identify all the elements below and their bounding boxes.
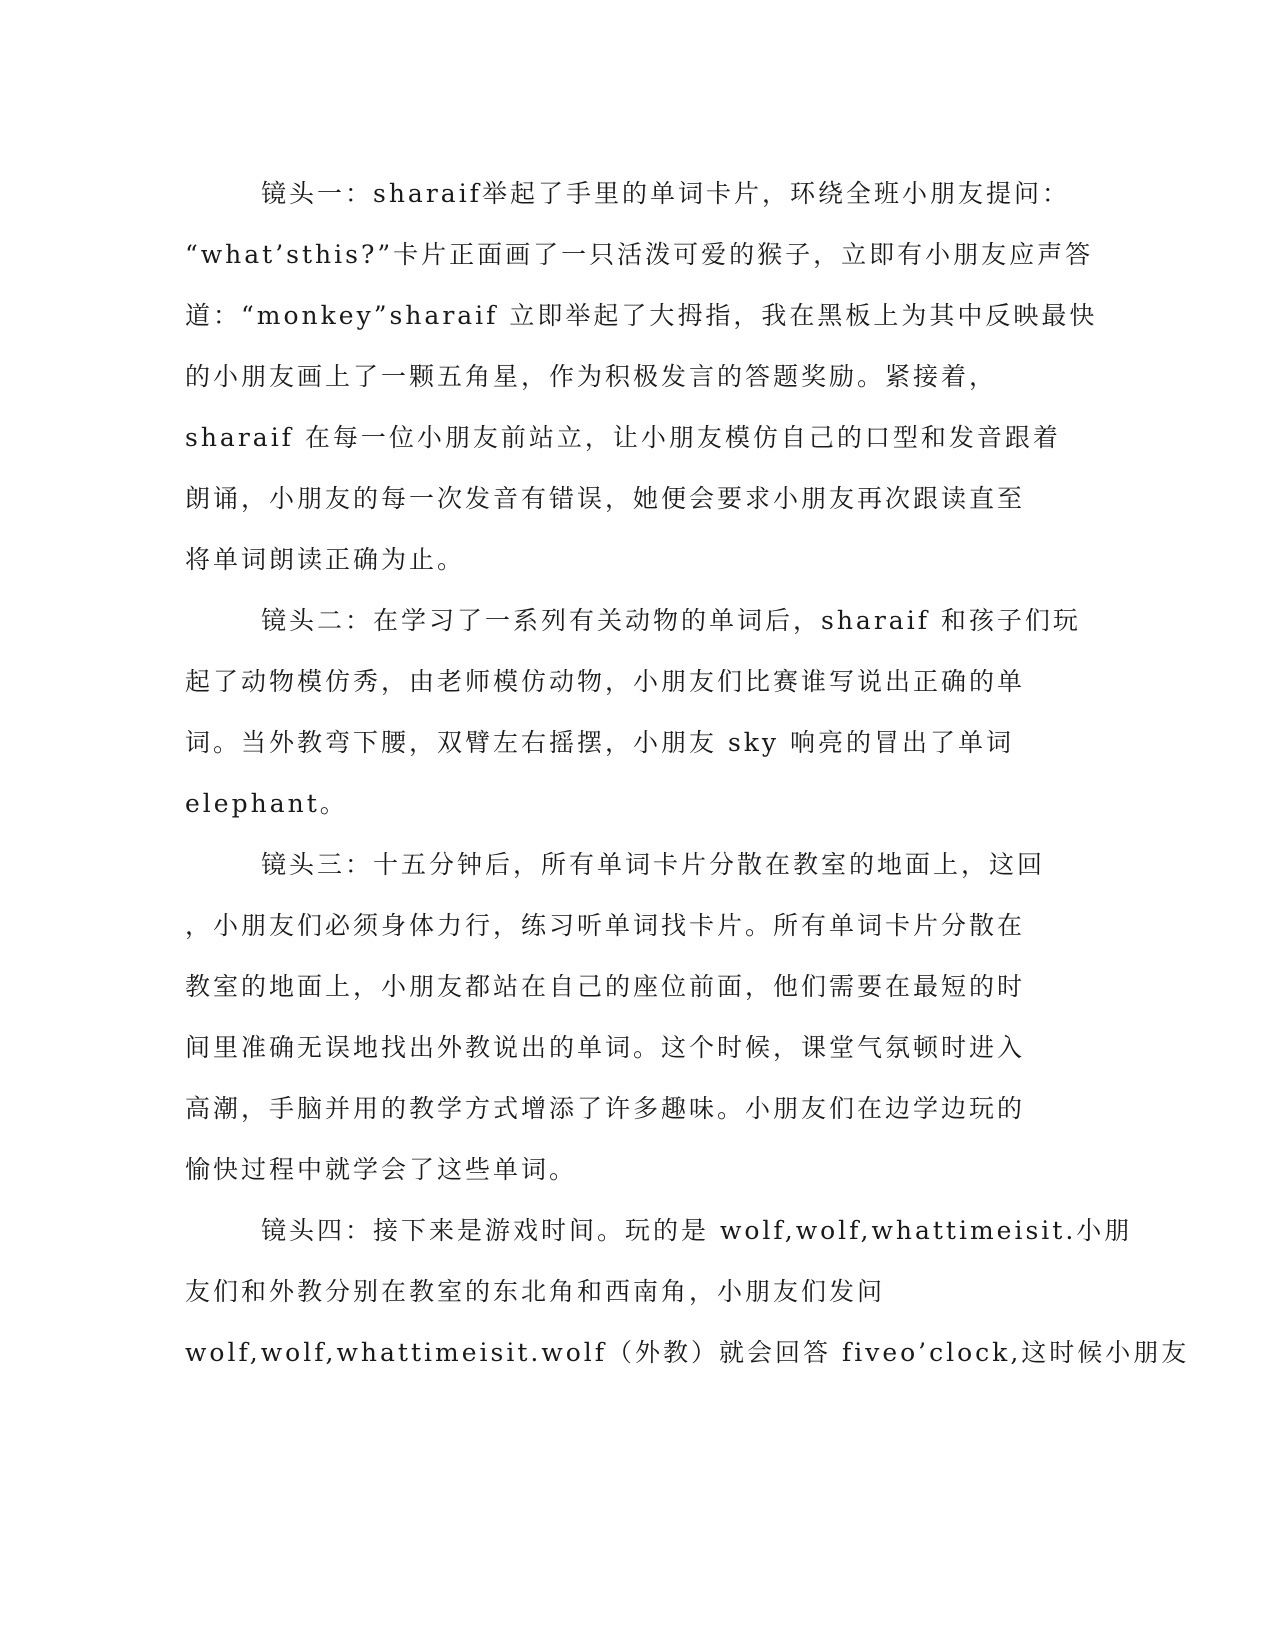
paragraph-1-line: 的小朋友画上了一颗五角星，作为积极发言的答题奖励。紧接着，	[185, 362, 998, 391]
paragraph-2-line: elephant。	[185, 789, 348, 818]
paragraph-1-line: “what’sthis?”卡片正面画了一只活泼可爱的猴子，立即有小朋友应声答	[185, 240, 1094, 269]
paragraph-1-line: 道：“monkey”sharaif 立即举起了大拇指，我在黑板上为其中反映最快	[185, 301, 1098, 330]
paragraph-3-line: 教室的地面上，小朋友都站在自己的座位前面，他们需要在最短的时	[185, 972, 1026, 1001]
paragraph-2-line: 起了动物模仿秀，由老师模仿动物，小朋友们比赛谁写说出正确的单	[185, 667, 1026, 696]
paragraph-2-line: 词。当外教弯下腰，双臂左右摇摆，小朋友 sky 响亮的冒出了单词	[185, 728, 1014, 757]
paragraph-3-line: ，小朋友们必须身体力行，练习听单词找卡片。所有单词卡片分散在	[185, 911, 1026, 940]
paragraph-3-line: 间里准确无误地找出外教说出的单词。这个时候，课堂气氛顿时进入	[185, 1033, 1026, 1062]
paragraph-3-line: 镜头三：十五分钟后，所有单词卡片分散在教室的地面上，这回	[261, 850, 1046, 879]
paragraph-1-line: 镜头一：sharaif举起了手里的单词卡片，环绕全班小朋友提问：	[261, 179, 1070, 208]
paragraph-4-line: 镜头四：接下来是游戏时间。玩的是 wolf,wolf,whattimeisit.小朋	[261, 1216, 1133, 1245]
paragraph-3-line: 愉快过程中就学会了这些单词。	[185, 1155, 578, 1184]
paragraph-4-line: wolf,wolf,whattimeisit.wolf（外教）就会回答 fiveo’clock,这时候小朋友	[185, 1338, 1190, 1367]
paragraph-1-line: 朗诵，小朋友的每一次发音有错误，她便会要求小朋友再次跟读直至	[185, 484, 1026, 513]
paragraph-1-line: 将单词朗读正确为止。	[185, 545, 466, 574]
document-body	[185, 163, 1190, 1383]
paragraph-1-line: sharaif 在每一位小朋友前站立，让小朋友模仿自己的口型和发音跟着	[185, 423, 1061, 452]
paragraph-3-line: 高潮，手脑并用的教学方式增添了许多趣味。小朋友们在边学边玩的	[185, 1094, 1026, 1123]
paragraph-2-line: 镜头二：在学习了一系列有关动物的单词后，sharaif 和孩子们玩	[261, 606, 1081, 635]
paragraph-4-line: 友们和外教分别在教室的东北角和西南角，小朋友们发问	[185, 1277, 886, 1306]
